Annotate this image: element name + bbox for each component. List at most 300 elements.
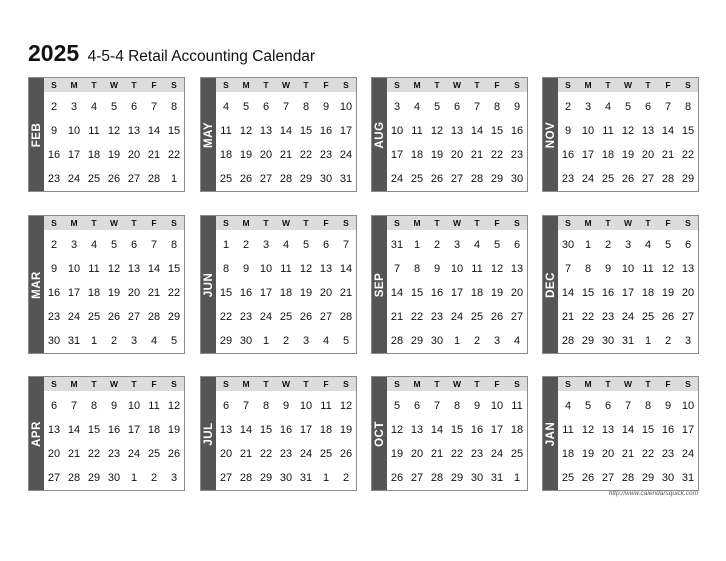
weeks bbox=[387, 230, 527, 353]
day-cell: 23 bbox=[470, 448, 484, 460]
day-cell: 30 bbox=[47, 335, 61, 347]
day-cell: 2 bbox=[342, 472, 350, 484]
day-cell: 4 bbox=[473, 239, 481, 251]
day-cell: 3 bbox=[393, 101, 401, 113]
day-cell: 26 bbox=[167, 448, 181, 460]
day-cell: 26 bbox=[299, 311, 313, 323]
day-cell: 25 bbox=[510, 448, 524, 460]
day-cell: 22 bbox=[410, 311, 424, 323]
day-cell: 20 bbox=[641, 149, 655, 161]
week-row bbox=[387, 418, 527, 442]
day-cell: 21 bbox=[390, 311, 404, 323]
day-cell: 20 bbox=[319, 287, 333, 299]
day-cell: 7 bbox=[282, 101, 290, 113]
day-cell: 19 bbox=[661, 287, 675, 299]
day-cell: 27 bbox=[641, 173, 655, 185]
day-cell: 14 bbox=[339, 263, 353, 275]
week-row bbox=[387, 394, 527, 418]
day-cell: 8 bbox=[170, 239, 178, 251]
week-row bbox=[44, 305, 184, 329]
day-cell: 10 bbox=[259, 263, 273, 275]
day-cell: 6 bbox=[130, 101, 138, 113]
day-cell: 27 bbox=[127, 311, 141, 323]
weekday-cell: T bbox=[605, 80, 611, 90]
weekday-cell: W bbox=[452, 218, 462, 228]
day-cell: 23 bbox=[601, 311, 615, 323]
day-cell: 28 bbox=[470, 173, 484, 185]
weekday-cell: M bbox=[584, 80, 592, 90]
day-cell: 17 bbox=[390, 149, 404, 161]
day-cell: 30 bbox=[239, 335, 253, 347]
day-cell: 8 bbox=[584, 263, 592, 275]
weekday-cell: S bbox=[51, 80, 57, 90]
day-cell: 2 bbox=[473, 335, 481, 347]
weekday-cell: S bbox=[343, 80, 349, 90]
day-cell: 23 bbox=[239, 311, 253, 323]
day-cell: 20 bbox=[47, 448, 61, 460]
weekday-header bbox=[44, 377, 184, 391]
weekday-header bbox=[216, 216, 356, 230]
day-cell: 7 bbox=[473, 101, 481, 113]
weekday-cell: T bbox=[303, 80, 309, 90]
weekday-cell: M bbox=[584, 218, 592, 228]
day-cell: 2 bbox=[604, 239, 612, 251]
weeks bbox=[44, 92, 184, 191]
day-cell: 6 bbox=[50, 400, 58, 412]
day-cell: 26 bbox=[107, 173, 121, 185]
week-row bbox=[44, 329, 184, 353]
day-cell: 10 bbox=[127, 400, 141, 412]
weekday-cell: S bbox=[685, 80, 691, 90]
day-cell: 27 bbox=[47, 472, 61, 484]
day-cell: 9 bbox=[242, 263, 250, 275]
day-cell: 27 bbox=[259, 173, 273, 185]
weeks bbox=[216, 230, 356, 353]
day-cell: 5 bbox=[624, 101, 632, 113]
week-row bbox=[44, 281, 184, 305]
week-row bbox=[558, 143, 698, 167]
week-row bbox=[387, 305, 527, 329]
weekday-cell: M bbox=[70, 218, 78, 228]
day-cell: 5 bbox=[110, 101, 118, 113]
day-cell: 29 bbox=[299, 173, 313, 185]
weekday-cell: S bbox=[343, 218, 349, 228]
weekday-cell: S bbox=[565, 218, 571, 228]
month-label bbox=[372, 377, 387, 490]
day-cell: 19 bbox=[390, 448, 404, 460]
day-cell: 29 bbox=[167, 311, 181, 323]
day-cell: 18 bbox=[87, 287, 101, 299]
weekday-header bbox=[387, 216, 527, 230]
day-cell: 14 bbox=[470, 125, 484, 137]
day-cell: 18 bbox=[319, 424, 333, 436]
day-cell: 7 bbox=[342, 239, 350, 251]
title-year: 2025 bbox=[28, 40, 80, 66]
day-cell: 24 bbox=[390, 173, 404, 185]
month-may bbox=[200, 77, 357, 192]
weekday-cell: T bbox=[645, 218, 651, 228]
day-cell: 17 bbox=[581, 149, 595, 161]
day-cell: 5 bbox=[302, 239, 310, 251]
day-cell: 9 bbox=[473, 400, 481, 412]
weekday-header bbox=[44, 216, 184, 230]
day-cell: 11 bbox=[602, 125, 614, 137]
day-cell: 22 bbox=[641, 448, 655, 460]
month-body bbox=[387, 78, 527, 191]
day-cell: 26 bbox=[490, 311, 504, 323]
week-row bbox=[216, 281, 356, 305]
month-label bbox=[543, 377, 558, 490]
day-cell: 17 bbox=[490, 424, 504, 436]
day-cell: 22 bbox=[490, 149, 504, 161]
day-cell: 21 bbox=[621, 448, 635, 460]
day-cell: 22 bbox=[581, 311, 595, 323]
day-cell: 27 bbox=[219, 472, 233, 484]
day-cell: 14 bbox=[390, 287, 404, 299]
day-cell: 6 bbox=[684, 239, 692, 251]
week-row bbox=[387, 257, 527, 281]
day-cell: 20 bbox=[450, 149, 464, 161]
day-cell: 13 bbox=[127, 263, 141, 275]
day-cell: 21 bbox=[147, 149, 161, 161]
month-body bbox=[44, 78, 184, 191]
day-cell: 8 bbox=[302, 101, 310, 113]
day-cell: 22 bbox=[167, 287, 181, 299]
day-cell: 6 bbox=[322, 239, 330, 251]
day-cell: 6 bbox=[644, 101, 652, 113]
day-cell: 20 bbox=[410, 448, 424, 460]
week-row bbox=[216, 143, 356, 167]
day-cell: 31 bbox=[339, 173, 353, 185]
day-cell: 9 bbox=[50, 125, 58, 137]
day-cell: 27 bbox=[410, 472, 424, 484]
week-row bbox=[216, 329, 356, 353]
day-cell: 13 bbox=[319, 263, 333, 275]
day-cell: 4 bbox=[322, 335, 330, 347]
day-cell: 8 bbox=[90, 400, 98, 412]
weekday-cell: W bbox=[281, 379, 291, 389]
weekday-cell: M bbox=[242, 379, 250, 389]
source-url[interactable]: http://www.calendarsquick.com bbox=[608, 490, 698, 497]
day-cell: 20 bbox=[601, 448, 615, 460]
day-cell: 25 bbox=[87, 173, 101, 185]
weekday-cell: T bbox=[131, 379, 137, 389]
month-apr bbox=[28, 376, 185, 491]
day-cell: 17 bbox=[259, 287, 273, 299]
day-cell: 19 bbox=[107, 287, 121, 299]
weekday-cell: W bbox=[623, 218, 633, 228]
day-cell: 7 bbox=[242, 400, 250, 412]
week-row bbox=[387, 281, 527, 305]
day-cell: 4 bbox=[90, 239, 98, 251]
day-cell: 10 bbox=[390, 125, 404, 137]
day-cell: 3 bbox=[624, 239, 632, 251]
weekday-cell: M bbox=[413, 80, 421, 90]
day-cell: 12 bbox=[621, 125, 635, 137]
day-cell: 22 bbox=[219, 311, 233, 323]
day-cell: 9 bbox=[564, 125, 572, 137]
day-cell: 13 bbox=[127, 125, 141, 137]
day-cell: 19 bbox=[107, 149, 121, 161]
day-cell: 15 bbox=[641, 424, 655, 436]
day-cell: 11 bbox=[562, 424, 574, 436]
day-cell: 29 bbox=[450, 472, 464, 484]
weekday-cell: S bbox=[171, 379, 177, 389]
day-cell: 30 bbox=[107, 472, 121, 484]
day-cell: 25 bbox=[87, 311, 101, 323]
weekday-cell: S bbox=[223, 379, 229, 389]
weekday-cell: S bbox=[394, 80, 400, 90]
day-cell: 15 bbox=[87, 424, 101, 436]
weekday-header bbox=[216, 377, 356, 391]
month-body bbox=[44, 216, 184, 353]
weekday-cell: S bbox=[565, 80, 571, 90]
week-row bbox=[44, 143, 184, 167]
weekday-cell: F bbox=[151, 80, 157, 90]
day-cell: 30 bbox=[561, 239, 575, 251]
weekday-header bbox=[558, 216, 698, 230]
weekday-cell: T bbox=[434, 379, 440, 389]
day-cell: 4 bbox=[222, 101, 230, 113]
day-cell: 7 bbox=[150, 239, 158, 251]
week-row bbox=[558, 233, 698, 257]
day-cell: 22 bbox=[450, 448, 464, 460]
day-cell: 18 bbox=[601, 149, 615, 161]
day-cell: 9 bbox=[513, 101, 521, 113]
day-cell: 14 bbox=[661, 125, 675, 137]
day-cell: 11 bbox=[220, 125, 232, 137]
day-cell: 29 bbox=[259, 472, 273, 484]
weekday-cell: T bbox=[303, 218, 309, 228]
month-label-text: AUG bbox=[373, 120, 386, 149]
day-cell: 1 bbox=[644, 335, 652, 347]
week-row bbox=[387, 233, 527, 257]
week-row bbox=[216, 257, 356, 281]
day-cell: 25 bbox=[219, 173, 233, 185]
day-cell: 5 bbox=[433, 101, 441, 113]
day-cell: 15 bbox=[581, 287, 595, 299]
month-label-text: JAN bbox=[544, 421, 557, 446]
day-cell: 15 bbox=[219, 287, 233, 299]
day-cell: 5 bbox=[664, 239, 672, 251]
month-label-text: FEB bbox=[30, 122, 43, 147]
day-cell: 28 bbox=[390, 335, 404, 347]
month-label bbox=[29, 216, 44, 353]
week-row bbox=[44, 257, 184, 281]
month-sep bbox=[371, 215, 528, 354]
day-cell: 2 bbox=[433, 239, 441, 251]
week-row bbox=[387, 143, 527, 167]
weekday-cell: T bbox=[91, 80, 97, 90]
weekday-cell: F bbox=[323, 218, 329, 228]
weekday-cell: S bbox=[171, 218, 177, 228]
day-cell: 16 bbox=[470, 424, 484, 436]
day-cell: 21 bbox=[339, 287, 353, 299]
day-cell: 19 bbox=[621, 149, 635, 161]
day-cell: 16 bbox=[47, 149, 61, 161]
day-cell: 30 bbox=[279, 472, 293, 484]
day-cell: 1 bbox=[322, 472, 330, 484]
day-cell: 29 bbox=[581, 335, 595, 347]
day-cell: 11 bbox=[148, 400, 160, 412]
day-cell: 20 bbox=[510, 287, 524, 299]
week-row bbox=[387, 95, 527, 119]
week-row bbox=[387, 167, 527, 191]
weekday-cell: W bbox=[281, 80, 291, 90]
day-cell: 2 bbox=[664, 335, 672, 347]
day-cell: 13 bbox=[450, 125, 464, 137]
day-cell: 26 bbox=[239, 173, 253, 185]
day-cell: 22 bbox=[299, 149, 313, 161]
day-cell: 27 bbox=[319, 311, 333, 323]
week-row bbox=[44, 95, 184, 119]
day-cell: 28 bbox=[661, 173, 675, 185]
week-row bbox=[558, 394, 698, 418]
day-cell: 14 bbox=[279, 125, 293, 137]
day-cell: 17 bbox=[339, 125, 353, 137]
day-cell: 26 bbox=[107, 311, 121, 323]
day-cell: 11 bbox=[411, 125, 423, 137]
weekday-header bbox=[387, 78, 527, 92]
day-cell: 15 bbox=[450, 424, 464, 436]
day-cell: 23 bbox=[661, 448, 675, 460]
day-cell: 5 bbox=[584, 400, 592, 412]
month-mar bbox=[28, 215, 185, 354]
day-cell: 8 bbox=[684, 101, 692, 113]
day-cell: 31 bbox=[621, 335, 635, 347]
day-cell: 11 bbox=[511, 400, 523, 412]
day-cell: 31 bbox=[490, 472, 504, 484]
month-label-text: JUL bbox=[202, 421, 215, 446]
day-cell: 8 bbox=[413, 263, 421, 275]
weekday-cell: T bbox=[303, 379, 309, 389]
day-cell: 17 bbox=[450, 287, 464, 299]
weeks bbox=[558, 230, 698, 353]
day-cell: 4 bbox=[564, 400, 572, 412]
day-cell: 15 bbox=[299, 125, 313, 137]
day-cell: 30 bbox=[510, 173, 524, 185]
day-cell: 25 bbox=[601, 173, 615, 185]
day-cell: 25 bbox=[410, 173, 424, 185]
day-cell: 6 bbox=[222, 400, 230, 412]
day-cell: 12 bbox=[167, 400, 181, 412]
month-body bbox=[387, 216, 527, 353]
weekday-cell: S bbox=[223, 80, 229, 90]
day-cell: 21 bbox=[147, 287, 161, 299]
day-cell: 16 bbox=[279, 424, 293, 436]
weekday-cell: T bbox=[474, 379, 480, 389]
day-cell: 28 bbox=[621, 472, 635, 484]
week-row bbox=[387, 119, 527, 143]
weekday-cell: W bbox=[452, 379, 462, 389]
day-cell: 12 bbox=[299, 263, 313, 275]
weekday-cell: W bbox=[109, 379, 119, 389]
day-cell: 8 bbox=[170, 101, 178, 113]
day-cell: 23 bbox=[279, 448, 293, 460]
day-cell: 12 bbox=[107, 125, 121, 137]
week-row bbox=[387, 442, 527, 466]
day-cell: 18 bbox=[510, 424, 524, 436]
day-cell: 16 bbox=[661, 424, 675, 436]
day-cell: 19 bbox=[430, 149, 444, 161]
day-cell: 31 bbox=[390, 239, 404, 251]
day-cell: 19 bbox=[239, 149, 253, 161]
week-row bbox=[558, 466, 698, 490]
day-cell: 24 bbox=[127, 448, 141, 460]
month-label-text: MAY bbox=[202, 121, 215, 148]
day-cell: 20 bbox=[127, 149, 141, 161]
weekday-cell: S bbox=[51, 379, 57, 389]
day-cell: 29 bbox=[219, 335, 233, 347]
week-row bbox=[558, 305, 698, 329]
month-label-text: JUN bbox=[202, 272, 215, 297]
day-cell: 10 bbox=[581, 125, 595, 137]
month-body bbox=[558, 78, 698, 191]
weekday-cell: T bbox=[645, 80, 651, 90]
week-row bbox=[558, 257, 698, 281]
day-cell: 24 bbox=[621, 311, 635, 323]
day-cell: 12 bbox=[239, 125, 253, 137]
day-cell: 18 bbox=[219, 149, 233, 161]
day-cell: 5 bbox=[242, 101, 250, 113]
day-cell: 19 bbox=[167, 424, 181, 436]
day-cell: 25 bbox=[319, 448, 333, 460]
month-label bbox=[201, 78, 216, 191]
day-cell: 3 bbox=[70, 101, 78, 113]
day-cell: 6 bbox=[604, 400, 612, 412]
week-row bbox=[558, 119, 698, 143]
day-cell: 18 bbox=[641, 287, 655, 299]
day-cell: 30 bbox=[430, 335, 444, 347]
day-cell: 16 bbox=[430, 287, 444, 299]
weekday-cell: T bbox=[605, 379, 611, 389]
day-cell: 9 bbox=[322, 101, 330, 113]
day-cell: 21 bbox=[661, 149, 675, 161]
day-cell: 27 bbox=[450, 173, 464, 185]
day-cell: 28 bbox=[561, 335, 575, 347]
day-cell: 8 bbox=[222, 263, 230, 275]
page-title bbox=[28, 40, 315, 70]
day-cell: 2 bbox=[50, 239, 58, 251]
day-cell: 1 bbox=[90, 335, 98, 347]
week-row bbox=[216, 466, 356, 490]
day-cell: 2 bbox=[282, 335, 290, 347]
day-cell: 27 bbox=[681, 311, 695, 323]
day-cell: 17 bbox=[681, 424, 695, 436]
weekday-cell: T bbox=[131, 218, 137, 228]
day-cell: 26 bbox=[339, 448, 353, 460]
weekday-cell: M bbox=[413, 379, 421, 389]
day-cell: 19 bbox=[581, 448, 595, 460]
day-cell: 11 bbox=[642, 263, 654, 275]
day-cell: 12 bbox=[107, 263, 121, 275]
day-cell: 23 bbox=[47, 311, 61, 323]
weekday-cell: W bbox=[281, 218, 291, 228]
weekday-cell: S bbox=[343, 379, 349, 389]
month-label-text: SEP bbox=[373, 272, 386, 297]
day-cell: 15 bbox=[259, 424, 273, 436]
day-cell: 6 bbox=[413, 400, 421, 412]
day-cell: 11 bbox=[88, 263, 100, 275]
day-cell: 21 bbox=[470, 149, 484, 161]
day-cell: 31 bbox=[67, 335, 81, 347]
day-cell: 14 bbox=[147, 125, 161, 137]
day-cell: 12 bbox=[661, 263, 675, 275]
weekday-cell: M bbox=[584, 379, 592, 389]
day-cell: 21 bbox=[279, 149, 293, 161]
day-cell: 7 bbox=[624, 400, 632, 412]
day-cell: 9 bbox=[50, 263, 58, 275]
